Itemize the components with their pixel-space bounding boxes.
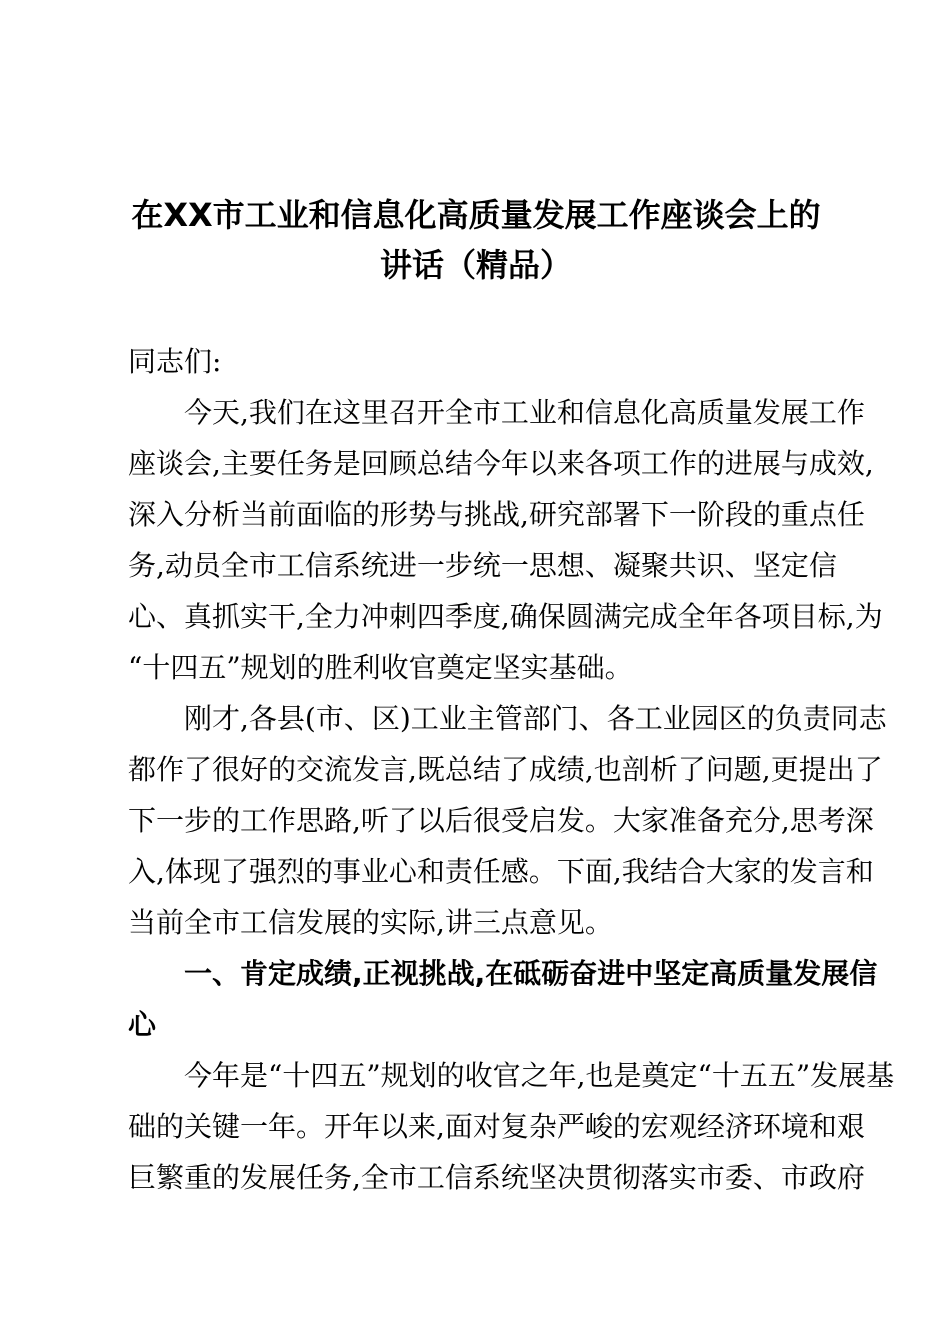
text-line: 心、真抓实干,全力冲刺四季度,确保圆满完成全年各项目标,为 bbox=[128, 600, 883, 633]
document-body bbox=[128, 336, 895, 1203]
paragraph bbox=[128, 1050, 895, 1203]
text-line: 今年是“十四五”规划的收官之年,也是奠定“十五五”发展基 bbox=[184, 1059, 895, 1092]
text-line: 刚才,各县(市、区)工业主管部门、各工业园区的负责同志 bbox=[184, 702, 887, 735]
text-line: 都作了很好的交流发言,既总结了成绩,也剖析了问题,更提出了 bbox=[128, 753, 883, 786]
text-line: 务,动员全市工信系统进一步统一思想、凝聚共识、坚定信 bbox=[128, 549, 837, 582]
paragraphs bbox=[128, 387, 895, 1203]
text-line: 当前全市工信发展的实际,讲三点意见。 bbox=[128, 906, 613, 939]
text-line: 座谈会,主要任务是回顾总结今年以来各项工作的进展与成效, bbox=[128, 447, 874, 480]
text-line: 巨繁重的发展任务,全市工信系统坚决贯彻落实市委、市政府 bbox=[128, 1161, 865, 1194]
title-line-1: 在XX市工业和信息化高质量发展工作座谈会上的 bbox=[131, 196, 821, 234]
text-line: 心 bbox=[128, 1008, 157, 1041]
text-line: 今天,我们在这里召开全市工业和信息化高质量发展工作 bbox=[184, 396, 865, 429]
text-line: 础的关键一年。开年以来,面对复杂严峻的宏观经济环境和艰 bbox=[128, 1110, 865, 1143]
text-line: 深入分析当前面临的形势与挑战,研究部署下一阶段的重点任 bbox=[128, 498, 865, 531]
paragraph bbox=[128, 693, 887, 948]
text-line: 入,体现了强烈的事业心和责任感。下面,我结合大家的发言和 bbox=[128, 855, 874, 888]
text-line: 下一步的工作思路,听了以后很受启发。大家准备充分,思考深 bbox=[128, 804, 874, 837]
text-line: “十四五”规划的胜利收官奠定坚实基础。 bbox=[128, 651, 633, 684]
paragraph bbox=[128, 387, 883, 693]
section-heading bbox=[128, 948, 878, 1050]
text-line: 一、肯定成绩,正视挑战,在砥砺奋进中坚定高质量发展信 bbox=[184, 957, 878, 990]
document-title bbox=[120, 190, 832, 290]
salutation: 同志们: bbox=[128, 345, 222, 378]
title-line-2: 讲话（精品） bbox=[379, 246, 572, 284]
